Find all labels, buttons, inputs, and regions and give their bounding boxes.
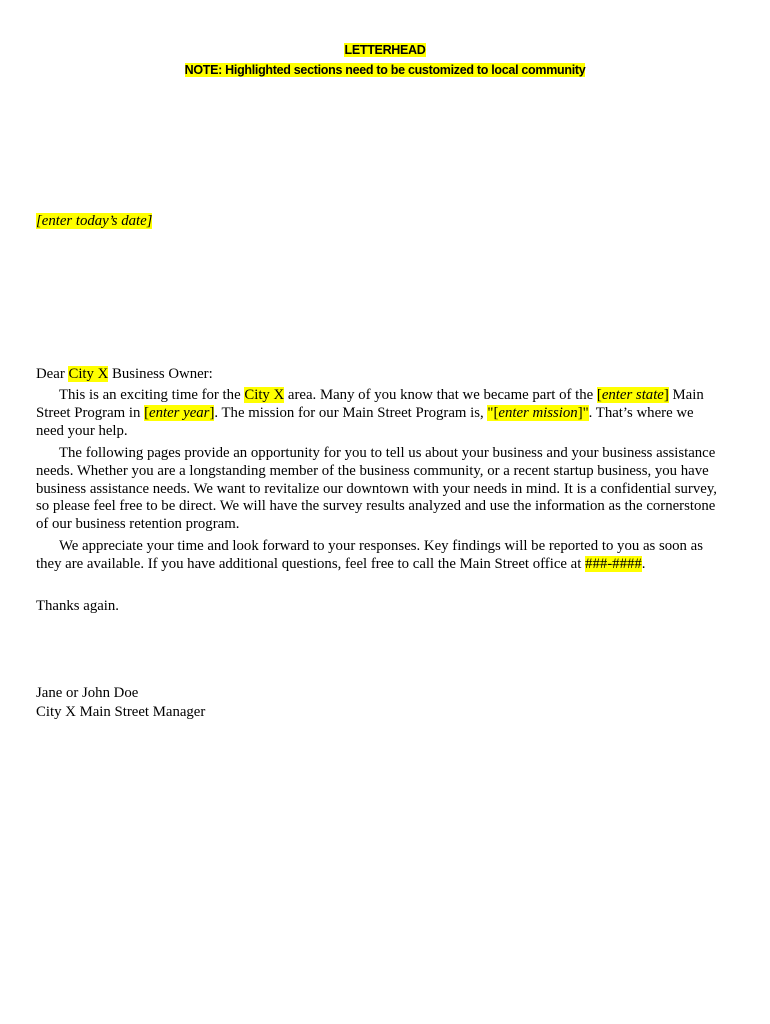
signature-title: City X Main Street Manager (36, 704, 206, 720)
phone-placeholder: ###-#### (585, 556, 642, 572)
paragraph2-line5: of our business retention program. (36, 516, 240, 532)
closing-text: Thanks again. (36, 598, 120, 614)
city-placeholder: City X (68, 366, 109, 382)
customization-note (0, 62, 770, 78)
city-placeholder: City X (244, 387, 285, 403)
state-placeholder: [enter state] (596, 387, 669, 403)
salutation: Dear City X Business Owner: (36, 366, 213, 382)
paragraph3-line1: We appreciate your time and look forward to your responses. Key findings will be reported to you as soon as (59, 538, 703, 554)
year-placeholder: [enter year] (144, 405, 215, 421)
paragraph3-line2: they are available. If you have additional questions, feel free to call the Main Street office at ###-####. (36, 556, 646, 572)
signature-name: Jane or John Doe (36, 685, 139, 701)
mission-placeholder: "[enter mission]" (487, 405, 589, 421)
paragraph1-line3: need your help. (36, 423, 128, 439)
paragraph1-line2: Street Program in [enter year]. The mission for our Main Street Program is, "[enter mission]". That’s where we (36, 405, 694, 421)
letterhead-heading (0, 42, 770, 58)
paragraph2-line2: needs. Whether you are a longstanding member of the business community, or a recent startup business, you have (36, 463, 709, 479)
paragraph1-line1: This is an exciting time for the City X area. Many of you know that we became part of the [enter state] Main (59, 387, 704, 403)
letterhead-text: LETTERHEAD (344, 43, 426, 57)
customization-note-text: NOTE: Highlighted sections need to be customized to local community (184, 63, 586, 77)
paragraph2-line4: so please feel free to be direct. We will have the survey results analyzed and use the information as the cornerstone (36, 498, 716, 514)
date-placeholder: [enter today’s date] (36, 213, 153, 229)
date-line (36, 212, 152, 230)
paragraph2-line1: The following pages provide an opportunity for you to tell us about your business and your business assistance (59, 445, 716, 461)
paragraph2-line3: business assistance needs. We want to revitalize our downtown with your needs in mind. It is a confidential survey, (36, 481, 717, 497)
